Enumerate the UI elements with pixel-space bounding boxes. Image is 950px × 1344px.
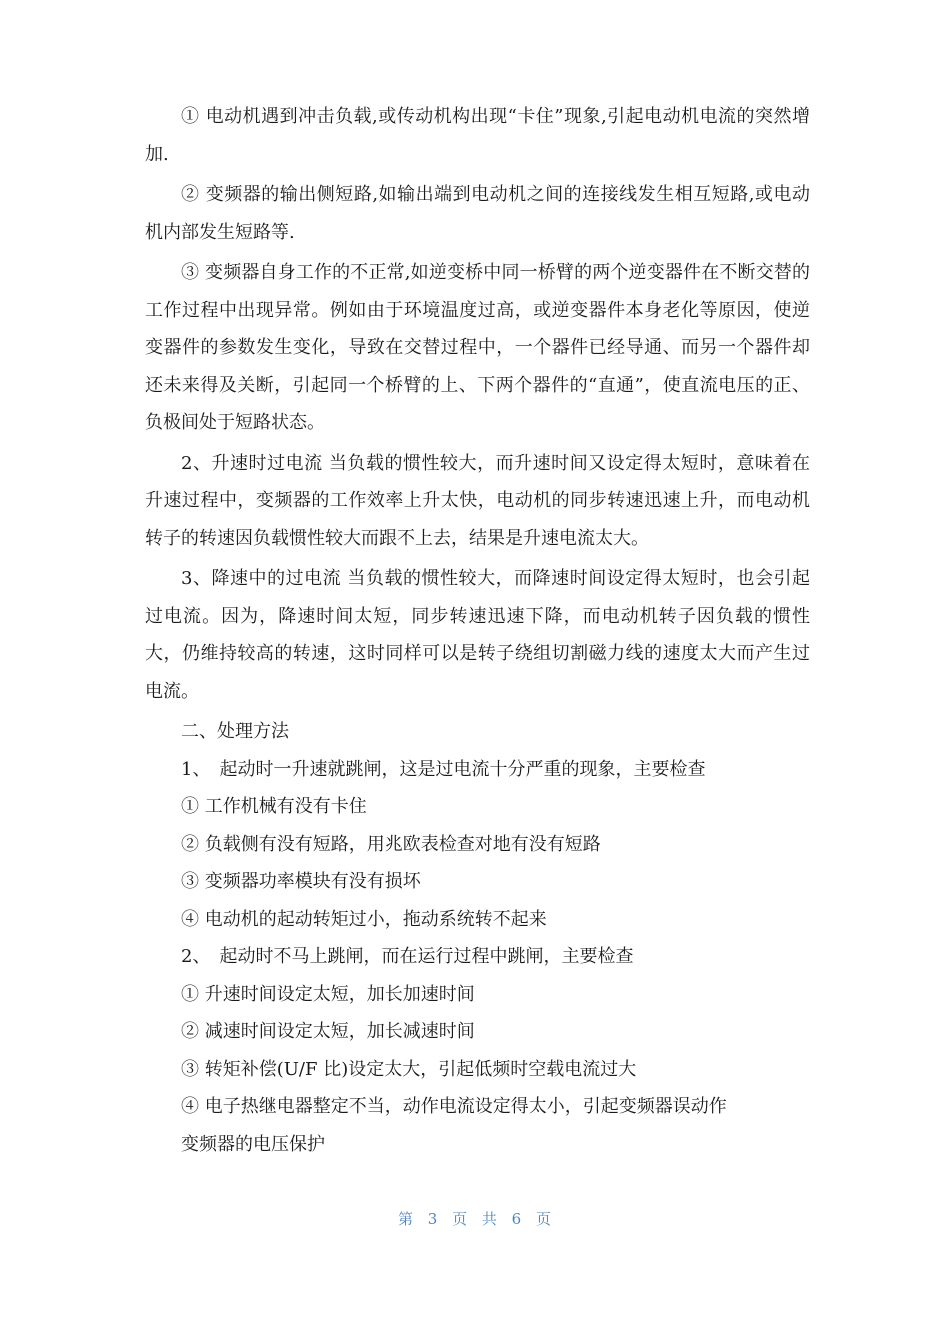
list-item: 2、 起动时不马上跳闸，而在运行过程中跳闸，主要检查 — [181, 946, 634, 967]
list-item: ① 升速时间设定太短，加长加速时间 — [181, 983, 475, 1005]
list-item: ② 减速时间设定太短，加长减速时间 — [181, 1021, 475, 1042]
paragraph: 3、降速中的过电流 当负载的惯性较大，而降速时间设定得太短时，也会引起过电流。因为，降速时间太短，同步转速迅速下降，而电动机转子因负载的惯性大，仍维持较高的转速，这时同样可以是转子绕组切割磁力线的速度太大而产生过电流。 — [145, 568, 810, 702]
paragraph: ① 电动机遇到冲击负载,或传动机构出现“卡住”现象,引起电动机电流的突然增加. — [145, 106, 810, 165]
list-item: ③ 变频器功率模块有没有损坏 — [181, 871, 421, 892]
list-item: ① 工作机械有没有卡住 — [181, 796, 367, 817]
list-item: ④ 电动机的起动转矩过小，拖动系统转不起来 — [181, 908, 547, 930]
paragraph: ② 变频器的输出侧短路,如输出端到电动机之间的连接线发生相互短路,或电动机内部发生短路等. — [145, 184, 810, 243]
page-number-footer: 第 3 页 共 6 页 — [398, 1210, 552, 1228]
document-body — [145, 98, 810, 1163]
paragraph: 2、升速时过电流 当负载的惯性较大，而升速时间又设定得太短时，意味着在升速过程中，变频器的工作效率上升太快，电动机的同步转速迅速上升，而电动机转子的转速因负载惯性较大而跟不上去，结果是升速电流太大。 — [145, 452, 810, 549]
section-heading: 二、处理方法 — [181, 721, 289, 742]
paragraph: ③ 变频器自身工作的不正常,如逆变桥中同一桥臂的两个逆变器件在不断交替的工作过程中出现异常。例如由于环境温度过高，或逆变器件本身老化等原因，使逆变器件的参数发生变化，导致在交替过程中，一个器件已经导通、而另一个器件却还未来得及关断，引起同一个桥臂的上、下两个器件的“直通”，使直流电压的正、负极间处于短路状态。 — [145, 262, 810, 433]
section-heading: 变频器的电压保护 — [181, 1133, 325, 1155]
list-item: ② 负载侧有没有短路，用兆欧表检查对地有没有短路 — [181, 833, 601, 855]
list-item: ③ 转矩补偿(U/F 比)设定太大，引起低频时空载电流过大 — [181, 1058, 637, 1080]
list-item: ④ 电子热继电器整定不当，动作电流设定得太小，引起变频器误动作 — [181, 1096, 727, 1117]
list-item: 1、 起动时一升速就跳闸，这是过电流十分严重的现象，主要检查 — [181, 758, 706, 780]
